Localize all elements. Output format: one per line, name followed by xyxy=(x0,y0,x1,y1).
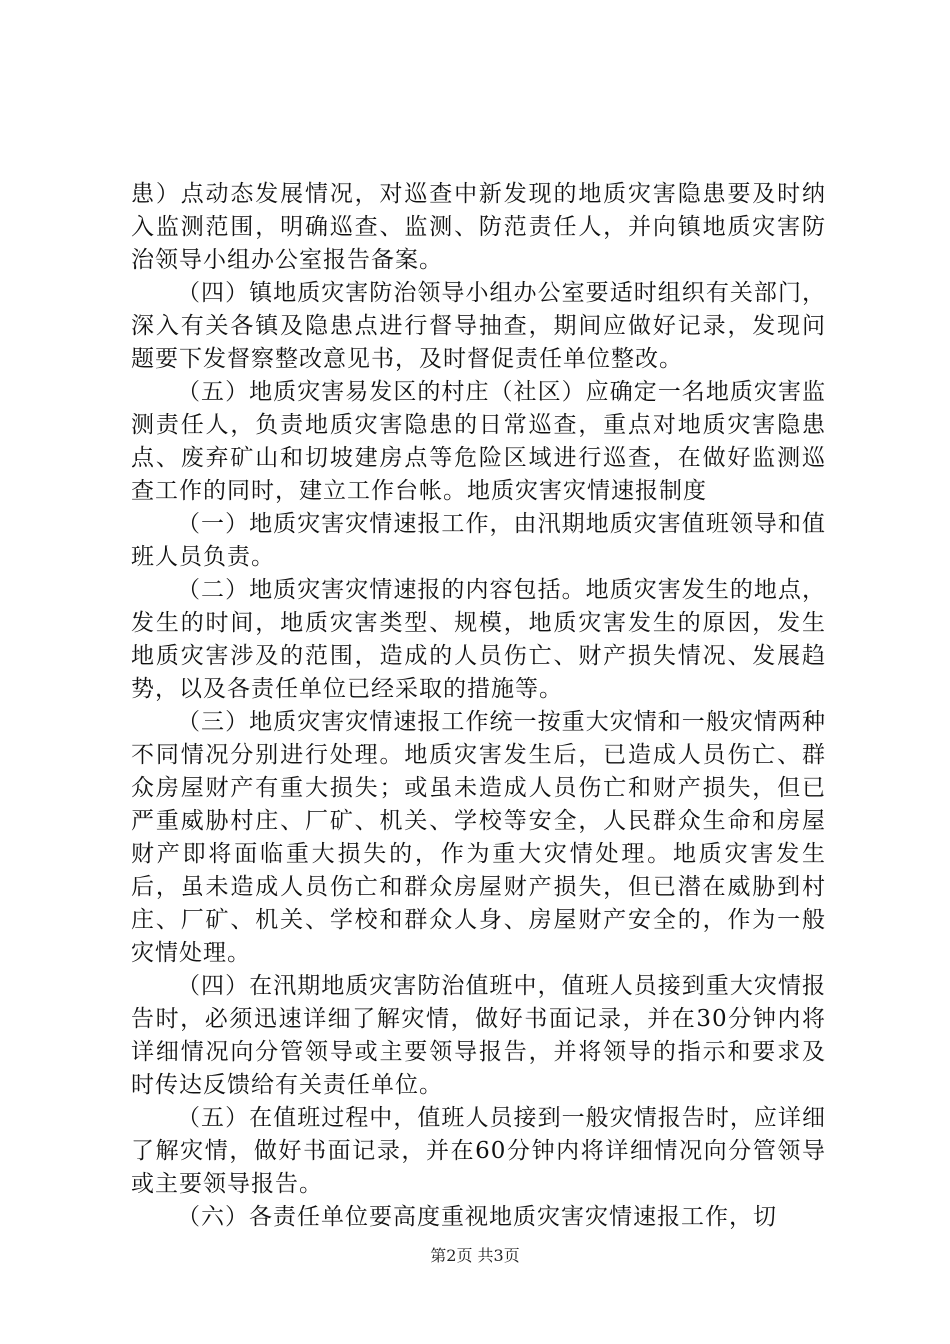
paragraph: 患）点动态发展情况，对巡查中新发现的地质灾害隐患要及时纳入监测范围，明确巡查、监测、防范责任人，并向镇地质灾害防治领导小组办公室报告备案。 xyxy=(131,181,826,273)
page-number-footer: 第2页 共3页 xyxy=(430,1246,520,1265)
paragraph: （四）镇地质灾害防治领导小组办公室要适时组织有关部门，深入有关各镇及隐患点进行督导抽查，期间应做好记录，发现问题要下发督察整改意见书，及时督促责任单位整改。 xyxy=(131,280,826,372)
paragraph: （五）在值班过程中，值班人员接到一般灾情报告时，应详细了解灾情，做好书面记录，并在60分钟内将详细情况向分管领导或主要领导报告。 xyxy=(131,1105,826,1197)
paragraph: （一）地质灾害灾情速报工作，由汛期地质灾害值班领导和值班人员负责。 xyxy=(131,511,826,570)
document-body xyxy=(131,178,826,1234)
paragraph: （四）在汛期地质灾害防治值班中，值班人员接到重大灾情报告时，必须迅速详细了解灾情，做好书面记录，并在30分钟内将详细情况向分管领导或主要领导报告，并将领导的指示和要求及时传达反馈给有关责任单位。 xyxy=(131,973,826,1098)
paragraph: （二）地质灾害灾情速报的内容包括。地质灾害发生的地点，发生的时间，地质灾害类型、规模，地质灾害发生的原因，发生地质灾害涉及的范围，造成的人员伤亡、财产损失情况、发展趋势，以及各责任单位已经采取的措施等。 xyxy=(131,577,826,702)
paragraph: （五）地质灾害易发区的村庄（社区）应确定一名地质灾害监测责任人，负责地质灾害隐患的日常巡查，重点对地质灾害隐患点、废弃矿山和切坡建房点等危险区域进行巡查，在做好监测巡查工作的同时，建立工作台帐。地质灾害灾情速报制度 xyxy=(131,379,826,504)
paragraph: （三）地质灾害灾情速报工作统一按重大灾情和一般灾情两种不同情况分别进行处理。地质灾害发生后，已造成人员伤亡、群众房屋财产有重大损失；或虽未造成人员伤亡和财产损失，但已严重威胁村庄、厂矿、机关、学校等安全，人民群众生命和房屋财产即将面临重大损失的，作为重大灾情处理。地质灾害发生后，虽未造成人员伤亡和群众房屋财产损失，但已潜在威胁到村庄、厂矿、机关、学校和群众人身、房屋财产安全的，作为一般灾情处理。 xyxy=(131,709,826,966)
paragraph: （六）各责任单位要高度重视地质灾害灾情速报工作，切 xyxy=(177,1204,777,1230)
